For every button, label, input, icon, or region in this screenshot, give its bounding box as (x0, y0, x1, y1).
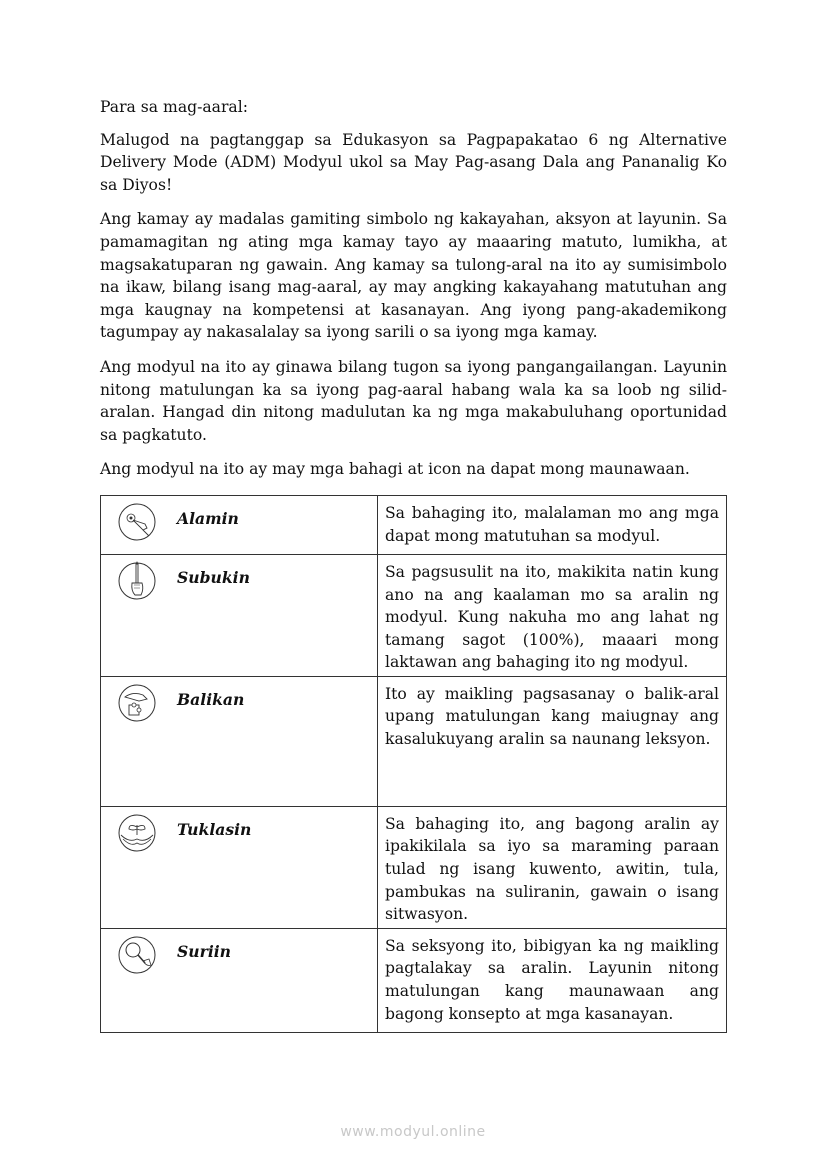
pencil-hand-icon (117, 561, 157, 601)
table-row (101, 554, 727, 676)
section-description: Sa seksyong ito, bibigyan ka ng maikling pagtalakay sa aralin. Layunin nitong matulungan kang maunawaan ang bagong konsepto at mga kasanayan. (378, 928, 727, 1032)
section-label: Tuklasin (177, 819, 252, 839)
table-row (101, 676, 727, 806)
paragraph-hand-symbol: Ang kamay ay madalas gamiting simbolo ng kakayahan, aksyon at layunin. Sa pamamagitan ng ating mga kamay tayo ay maaaring matuto, lumikha, at magsakatuparan ng gawain. Ang kamay sa tulong-aral na ito ay sumisimbolo na ikaw, bilang isang mag-aaral, ay may angking kakayahang matutuhan ang mga kaugnay na kompetensi at kasanayan. Ang iyong pang-akademikong tagumpay ay nakasalalay sa iyong sarili o sa iyong mga kamay. (100, 210, 727, 342)
section-description: Sa pagsusulit na ito, makikita natin kung ano na ang kaalaman mo sa aralin ng modyul. Kung nakuha mo ang lahat ng tamang sagot (100%), maaari mong laktawan ang bahaging ito ng modyul. (378, 554, 727, 676)
module-parts-table (100, 495, 727, 1033)
paragraph-parts-intro: Ang modyul na ito ay may mga bahagi at icon na dapat mong maunawaan. (100, 460, 690, 479)
footer-watermark: www.modyul.online (340, 1124, 486, 1140)
section-description: Sa bahaging ito, malalaman mo ang mga dapat mong matutuhan sa modyul. (378, 495, 727, 554)
paragraph-welcome: Malugod na pagtanggap sa Edukasyon sa Pagpapakatao 6 ng Alternative Delivery Mode (ADM) Modyul ukol sa May Pag-asang Dala ang Pananalig Ko sa Diyos! (100, 130, 727, 194)
section-description: Sa bahaging ito, ang bagong aralin ay ipakikilala sa iyo sa maraming paraan tulad ng isang kuwento, awitin, tula, pambukas na suliranin, gawain o isang sitwasyon. (378, 806, 727, 928)
greeting: Para sa mag-aaral: (100, 98, 248, 116)
section-label: Subukin (177, 567, 250, 587)
table-row (101, 495, 727, 554)
table-row (101, 928, 727, 1032)
section-label: Alamin (177, 508, 239, 528)
table-row (101, 806, 727, 928)
plant-hands-icon (117, 813, 157, 853)
magnifier-hand-icon (117, 935, 157, 975)
section-label: Suriin (177, 941, 231, 961)
pointing-hand-icon (117, 502, 157, 542)
section-label: Balikan (177, 689, 245, 709)
puzzle-hand-icon (117, 683, 157, 723)
section-description: Ito ay maikling pagsasanay o balik-aral upang matulungan kang maiugnay ang kasalukuyang aralin sa naunang leksyon. (378, 676, 727, 806)
document-body (100, 96, 727, 1033)
paragraph-purpose: Ang modyul na ito ay ginawa bilang tugon sa iyong pangangailangan. Layunin nitong matulungan ka sa iyong pag-aaral habang wala ka sa loob ng silid-aralan. Hangad din nitong madulutan ka ng mga makabuluhang oportunidad sa pagkatuto. (100, 357, 727, 444)
